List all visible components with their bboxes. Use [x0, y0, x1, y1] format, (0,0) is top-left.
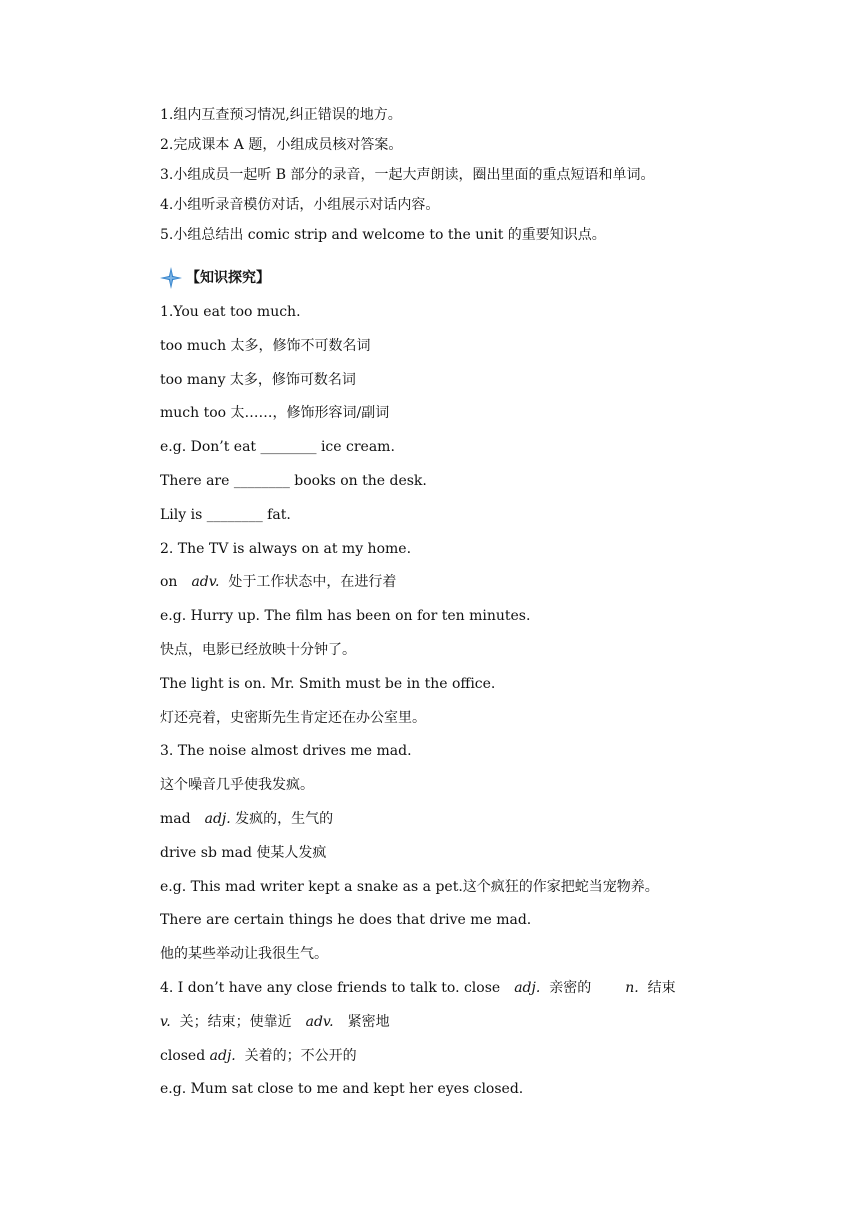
definition: 关着的；不公开的 — [244, 1047, 357, 1064]
task-item: 5.小组总结出 comic strip and welcome to the unit 的重要知识点。 — [160, 227, 606, 243]
definition: 结束 — [647, 979, 676, 996]
sentence-text: 4. I don’t have any close friends to talk to. close — [160, 979, 501, 996]
section-title: 【知识探究】 — [186, 270, 270, 286]
example-line: e.g. Don’t eat ________ ice cream. — [160, 439, 395, 456]
translation-line: 这个噪音几乎使我发疯。 — [160, 777, 314, 794]
definition-line — [160, 1006, 780, 1040]
part-of-speech: adv. — [305, 1013, 334, 1030]
task-item: 1.组内互查预习情况,纠正错误的地方。 — [160, 107, 402, 123]
definition: 发疯的，生气的 — [235, 810, 334, 827]
headword: mad — [160, 810, 191, 827]
part-of-speech: v. — [160, 1013, 171, 1030]
task-item: 3.小组成员一起听 B 部分的录音，一起大声朗读，圈出里面的重点短语和单词。 — [160, 167, 655, 183]
translation-line: 快点，电影已经放映十分钟了。 — [160, 641, 356, 658]
vocab-line: too much 太多，修饰不可数名词 — [160, 337, 371, 354]
knowledge-content — [160, 296, 780, 1107]
headword: on — [160, 574, 178, 591]
task-item: 2.完成课本 A 题，小组成员核对答案。 — [160, 137, 403, 153]
part-of-speech: adj. — [514, 979, 541, 996]
document-page — [160, 100, 780, 1107]
definition-line — [160, 1040, 780, 1074]
point-sentence: 3. The noise almost drives me mad. — [160, 743, 412, 760]
headword: closed — [160, 1047, 206, 1064]
example-line: The light is on. Mr. Smith must be in the office. — [160, 675, 496, 692]
example-line: There are ________ books on the desk. — [160, 472, 427, 489]
part-of-speech: adj. — [204, 810, 231, 827]
example-line: There are certain things he does that drive me mad. — [160, 912, 532, 929]
group-task-list — [160, 100, 780, 250]
vocab-line: much too 太……，修饰形容词/副词 — [160, 405, 390, 422]
definition-line — [160, 566, 780, 600]
example-line: e.g. Hurry up. The film has been on for ten minutes. — [160, 608, 531, 625]
part-of-speech: n. — [625, 979, 639, 996]
definition: 处于工作状态中，在进行着 — [228, 574, 397, 591]
translation-line: 他的某些举动让我很生气。 — [160, 946, 328, 963]
example-line: e.g. This mad writer kept a snake as a pet.这个疯狂的作家把蛇当宠物养。 — [160, 878, 659, 895]
example-line: e.g. Mum sat close to me and kept her eyes closed. — [160, 1081, 524, 1098]
point-sentence — [160, 972, 780, 1006]
definition-line — [160, 803, 780, 837]
task-item: 4.小组听录音模仿对话，小组展示对话内容。 — [160, 197, 440, 213]
part-of-speech: adj. — [209, 1047, 236, 1064]
definition: 关；结束；使靠近 — [179, 1013, 292, 1030]
four-point-star-icon — [160, 267, 182, 289]
point-sentence: 1.You eat too much. — [160, 304, 301, 320]
vocab-line: too many 太多，修饰可数名词 — [160, 371, 356, 388]
section-heading — [160, 260, 780, 296]
part-of-speech: adv. — [191, 574, 220, 591]
definition: 紧密地 — [347, 1013, 390, 1030]
example-line: Lily is ________ fat. — [160, 506, 291, 523]
vocab-line: drive sb mad 使某人发疯 — [160, 844, 327, 861]
point-sentence: 2. The TV is always on at my home. — [160, 540, 412, 557]
translation-line: 灯还亮着，史密斯先生肯定还在办公室里。 — [160, 709, 426, 726]
definition: 亲密的 — [549, 979, 592, 996]
